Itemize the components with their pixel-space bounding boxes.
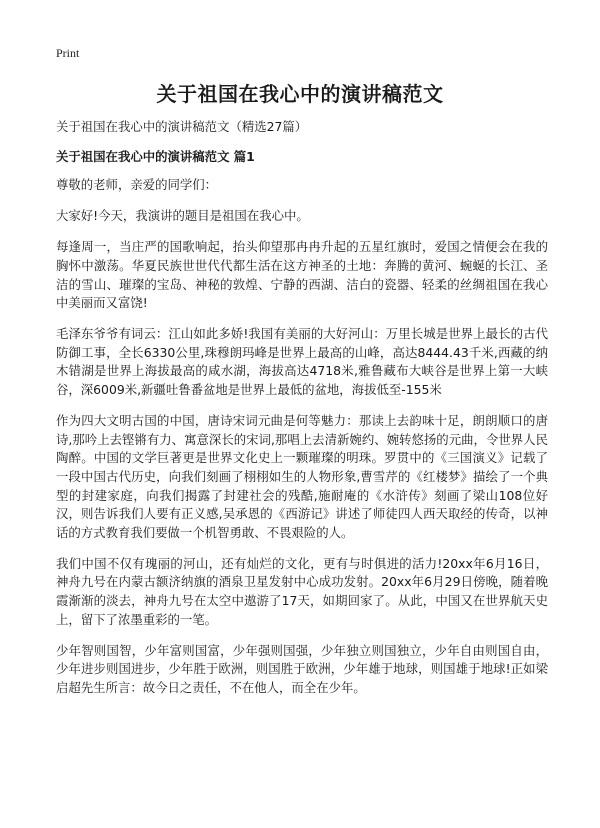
- body-paragraph: 少年智则国智，少年富则国富，少年强则国强，少年独立则国独立，少年自由则国自由，少年进步则国进步，少年胜于欧洲，则国胜于欧洲，少年雄于地球，则国雄于地球!正如梁启超先生所言：故今日之责任，不在他人，而全在少年。: [56, 642, 548, 695]
- document-body: [56, 118, 548, 710]
- body-paragraph: 作为四大文明古国的中国，唐诗宋词元曲是何等魅力：那读上去韵味十足，朗朗顺口的唐诗,那吟上去铿锵有力、寓意深长的宋词,那唱上去清新婉约、婉转悠扬的元曲，令世界人民陶醉。中国的文学巨著更是世界文化史上一颗璀璨的明珠。罗贯中的《三国演义》记载了一段中国古代历史，向我们刻画了栩栩如生的人物形象,曹雪芹的《红楼梦》描绘了一个典型的封建家庭，向我们揭露了封建社会的残酷,施耐庵的《水浒传》刻画了梁山108位好汉，则告诉我们人要有正义感,吴承恩的《西游记》讲述了师徒四人西天取经的传奇，以神话的方式教育我们要做一个机智勇敢、不畏艰险的人。: [56, 413, 548, 540]
- document-title: 关于祖国在我心中的演讲稿范文: [156, 82, 444, 106]
- print-link[interactable]: Print: [56, 46, 80, 60]
- body-paragraph: 我们中国不仅有瑰丽的河山，还有灿烂的文化，更有与时俱进的活力!20xx年6月16日，神舟九号在内蒙古额济纳旗的酒泉卫星发射中心成功发射。20xx年6月29日傍晚，随着晚霞渐渐的淡去，神舟九号在太空中遨游了17天，如期回家了。从此，中国又在世界航天史上，留下了浓墨重彩的一笔。: [56, 555, 548, 627]
- greeting-paragraph: 大家好!今天，我演讲的题目是祖国在我心中。: [56, 208, 309, 224]
- salutation-paragraph: 尊敬的老师，亲爱的同学们：: [56, 177, 218, 193]
- document-subtitle: 关于祖国在我心中的演讲稿范文（精选27篇）: [56, 119, 308, 134]
- section-heading: 关于祖国在我心中的演讲稿范文 篇1: [56, 148, 255, 164]
- body-paragraph: 每逢周一，当庄严的国歌响起，抬头仰望那冉冉升起的五星红旗时，爱国之情便会在我的胸怀中激荡。华夏民族世世代代都生活在这方神圣的土地：奔腾的黄河、蜿蜒的长江、圣洁的雪山、璀璨的宝岛、神秘的敦煌、宁静的西湖、洁白的瓷器、轻柔的丝绸祖国在我心中美丽而又富饶!: [56, 239, 548, 311]
- body-paragraph: 毛泽东爷爷有词云：江山如此多娇!我国有美丽的大好河山：万里长城是世界上最长的古代防御工事，全长6330公里,珠穆朗玛峰是世界上最高的山峰，高达8444.43千米,西藏的纳木错湖是世界上海拔最高的咸水湖，海拔高达4718米,雅鲁藏布大峡谷是世界上第一大峡谷，深6009米,新疆吐鲁番盆地是世界上最低的盆地，海拔低至-155米: [56, 326, 548, 398]
